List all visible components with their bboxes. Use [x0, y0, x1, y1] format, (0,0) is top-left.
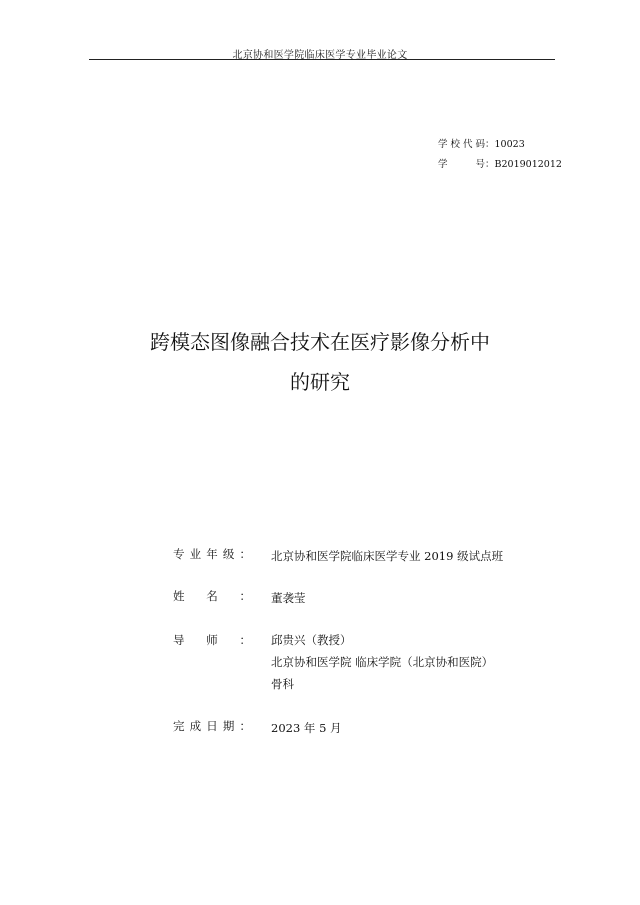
advisor-label [173, 630, 251, 650]
info-block [173, 546, 503, 760]
label-char: 师 [206, 633, 218, 647]
name-label [173, 588, 251, 608]
name-row [173, 588, 503, 608]
thesis-title [0, 322, 640, 402]
label-colon: ： [239, 547, 251, 561]
label-char: 码 [475, 139, 485, 150]
title-line-1: 跨模态图像融合技术在医疗影像分析中 [150, 330, 490, 354]
header-rule [89, 59, 555, 60]
label-char: 校 [450, 139, 460, 150]
label-char: 业 [189, 547, 202, 561]
school-code-label [438, 135, 485, 155]
name-value: 董袭莹 [271, 591, 306, 605]
label-colon: ： [239, 589, 251, 603]
student-id-value: B2019012012 [494, 159, 562, 170]
date-row [173, 718, 503, 738]
advisor-name: 邱贵兴（教授） [271, 633, 352, 647]
label-char: 代 [462, 139, 473, 150]
major-value: 北京协和医学院临床医学专业 2019 级试点班 [271, 549, 504, 563]
advisor-row [173, 630, 503, 696]
student-id-colon: ： [485, 159, 495, 170]
date-value: 2023 年 5 月 [271, 721, 342, 735]
title-line-2: 的研究 [290, 370, 350, 394]
school-code-value: 10023 [494, 139, 525, 150]
student-id-label [438, 155, 485, 175]
label-char: 年 [206, 547, 218, 561]
label-char: 成 [189, 719, 202, 733]
advisor-values [271, 630, 493, 696]
meta-block [438, 135, 562, 175]
major-row [173, 546, 503, 566]
label-char: 导 [173, 633, 185, 647]
label-char: 学 [438, 159, 448, 170]
label-colon: ： [239, 633, 251, 647]
label-char: 名 [206, 589, 218, 603]
label-char: 日 [206, 719, 218, 733]
advisor-institution: 北京协和医学院 临床学院（北京协和医院） [271, 655, 494, 669]
label-char: 号 [475, 159, 485, 170]
label-colon: ： [239, 719, 251, 733]
school-code-row [438, 135, 562, 155]
student-id-row [438, 155, 562, 175]
label-char: 学 [438, 139, 448, 150]
running-header: 北京协和医学院临床医学专业毕业论文 [232, 50, 408, 61]
label-char: 完 [173, 719, 185, 733]
label-char: 专 [173, 547, 185, 561]
date-label [173, 718, 251, 738]
label-char: 期 [222, 719, 235, 733]
label-char: 姓 [173, 589, 185, 603]
school-code-colon: ： [485, 139, 495, 150]
major-label [173, 546, 251, 566]
advisor-department: 骨科 [271, 677, 294, 691]
label-char: 级 [222, 547, 235, 561]
